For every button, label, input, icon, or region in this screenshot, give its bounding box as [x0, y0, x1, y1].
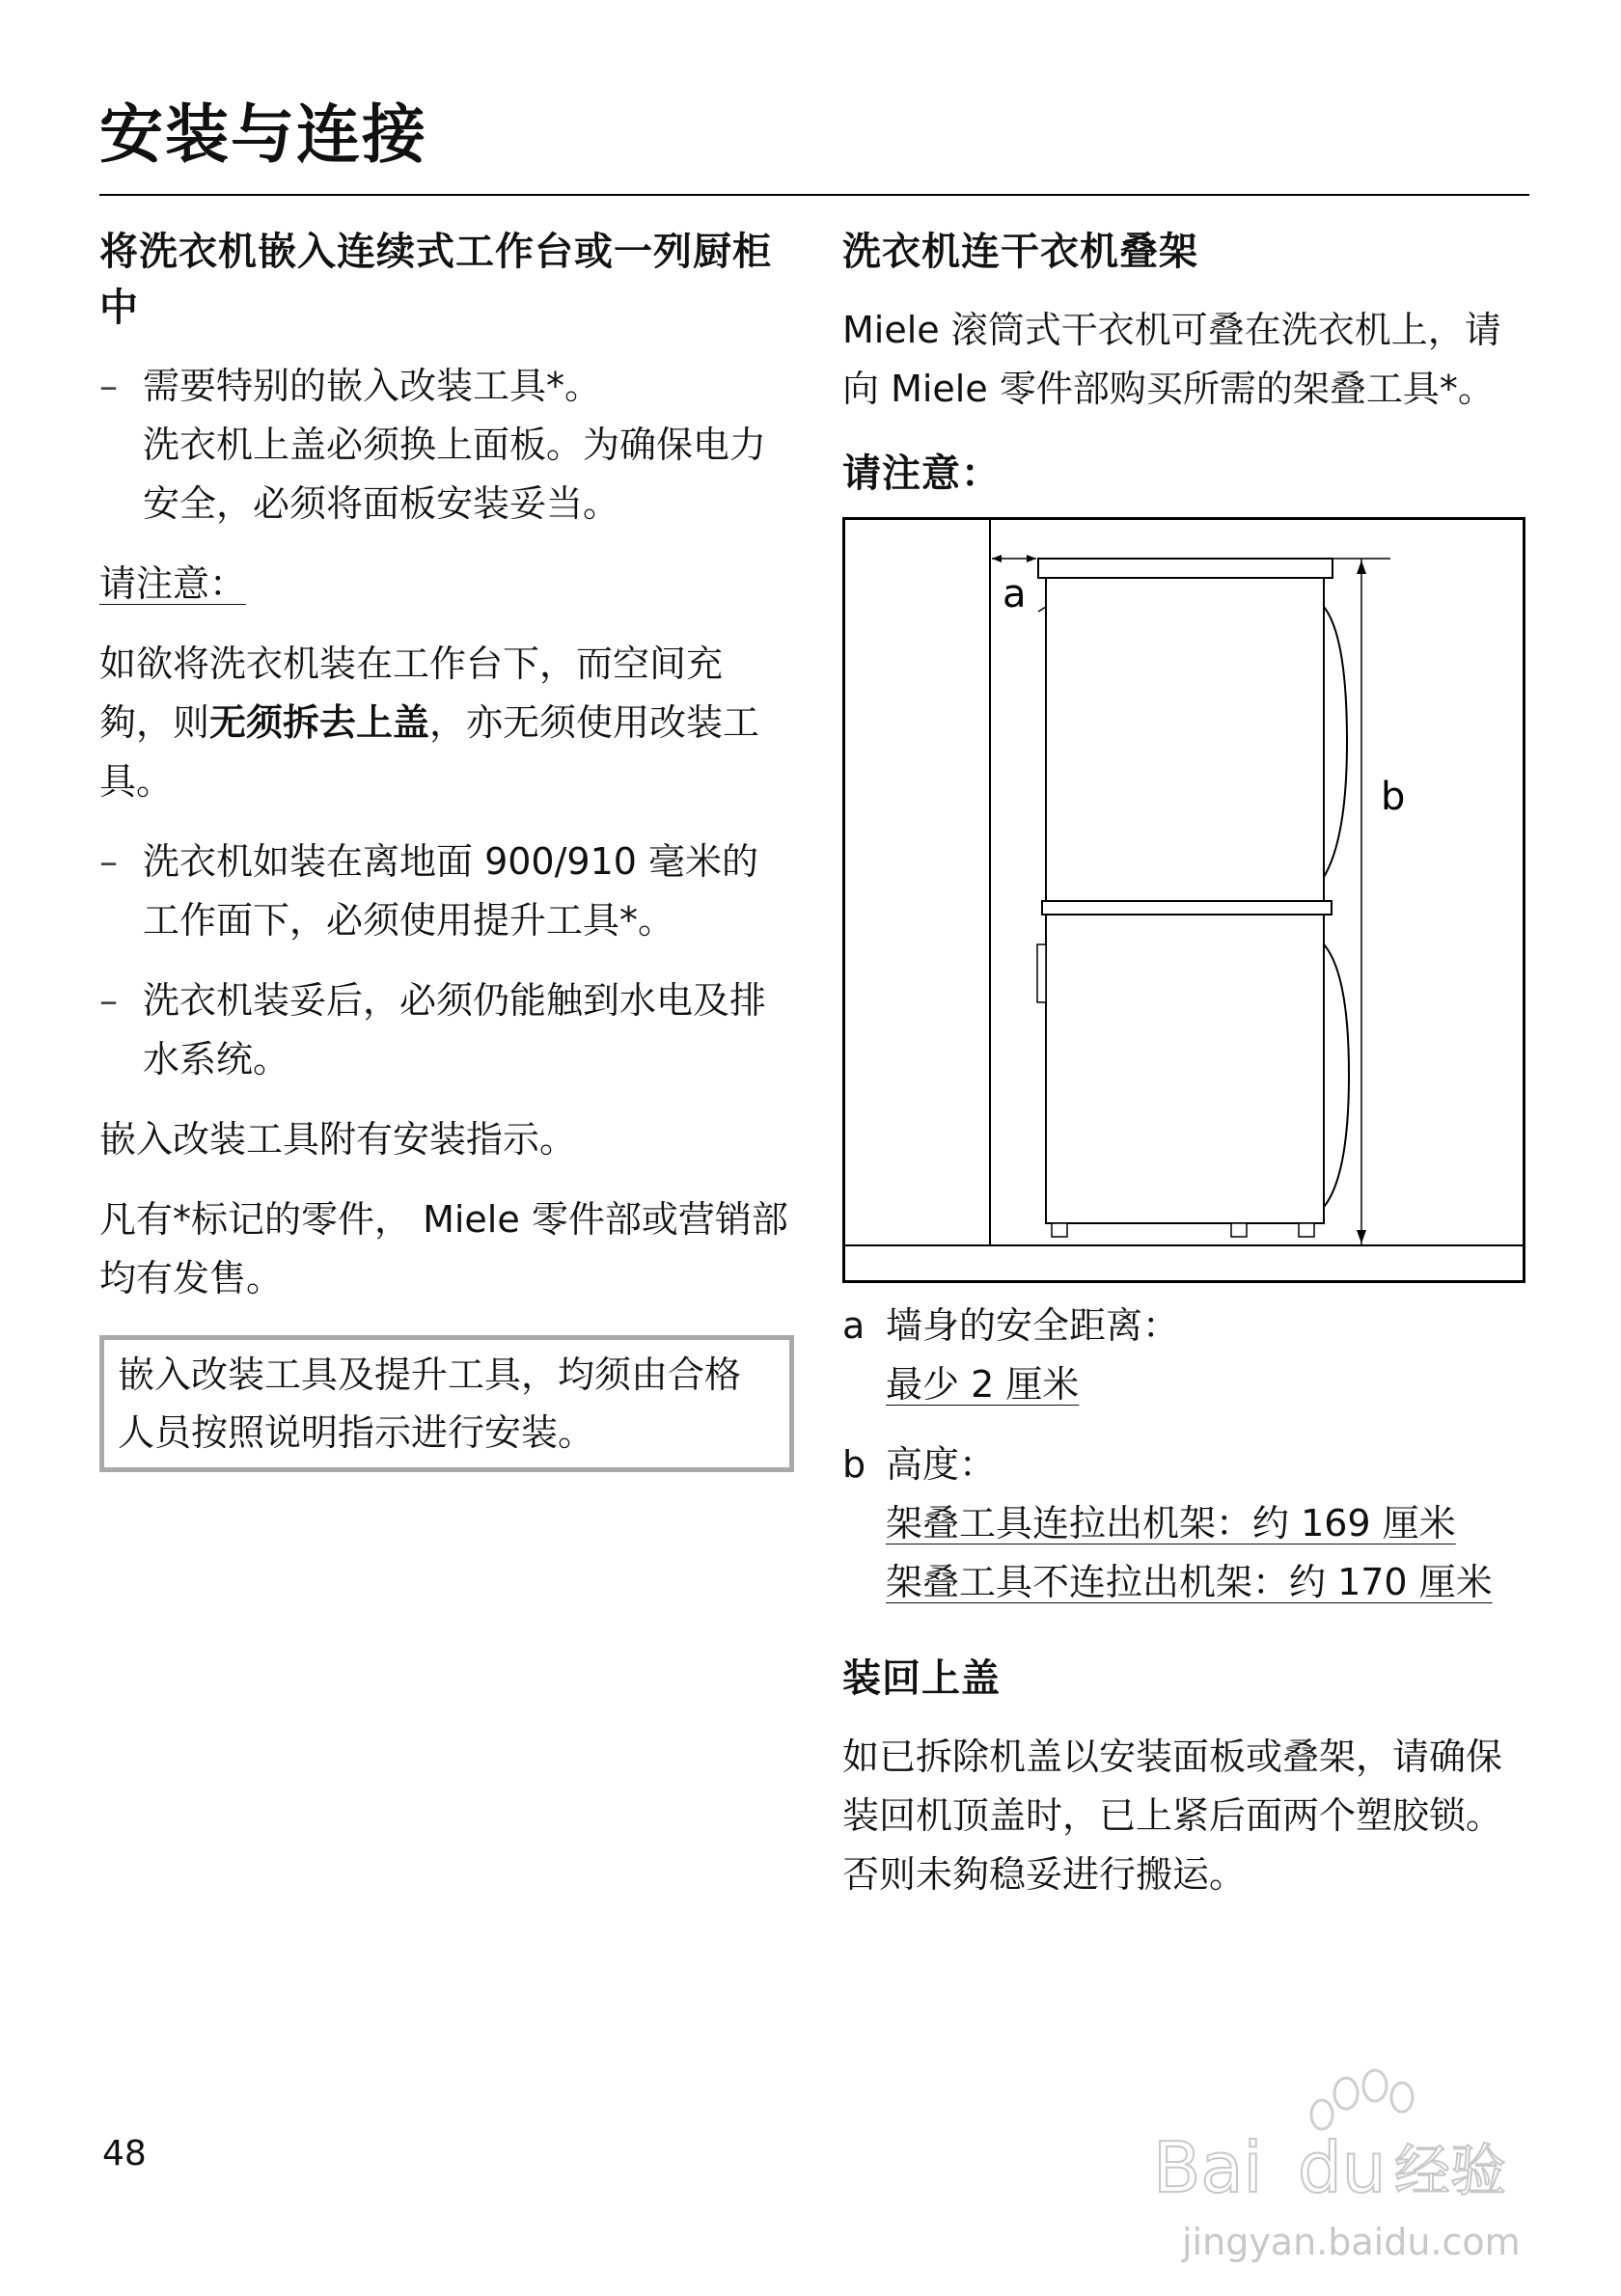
install-under-worktop-paragraph: 如欲将洗衣机装在工作台下，而空间充夠，则无须拆去上盖，亦无须使用改装工具。	[99, 642, 760, 803]
page-title: 安装与连接	[99, 97, 427, 172]
left-column	[99, 224, 794, 1472]
watermark-brand: Bai	[1153, 2127, 1263, 2208]
label-b: b	[1381, 775, 1406, 819]
refit-cover-paragraph: 如已拆除机盖以安装面板或叠架，请确保装回机顶盖时，已上紧后面两个塑胶锁。否则未夠稳妥进行搬运。	[842, 1736, 1503, 1896]
dryer-door	[1324, 607, 1347, 877]
refit-cover-heading: 装回上盖	[842, 1656, 1001, 1701]
boxed-warning: 嵌入改装工具及提升工具，均须由合格人员按照说明指示进行安装。	[99, 1335, 794, 1472]
paragraph-parts: 凡有*标记的零件， Miele 零件部或营销部均有发售。	[99, 1198, 788, 1299]
stacking-frame	[1042, 901, 1332, 915]
watermark-url: jingyan.baidu.com	[1182, 2221, 1521, 2263]
left-heading: 将洗衣机嵌入连续式工作台或一列厨柜中	[99, 230, 772, 330]
washer-foot	[1052, 1223, 1067, 1237]
list-item-3: – 洗衣机装妥后，必须仍能触到水电及排水系统。	[99, 971, 794, 1089]
baidu-watermark	[1143, 2047, 1549, 2279]
legend-b-detail-1: 架叠工具连拉出机架：约 169 厘米	[886, 1502, 1456, 1544]
watermark-cn: 经验	[1394, 2138, 1507, 2203]
washer-door	[1324, 944, 1349, 1207]
emphasis-text: 无须拆去上盖	[209, 701, 430, 744]
stacking-heading: 洗衣机连干衣机叠架	[842, 230, 1198, 274]
dryer-body	[1046, 578, 1324, 901]
note-heading: 请注意：	[842, 451, 1001, 496]
washer-body	[1046, 915, 1324, 1223]
title-divider	[99, 194, 1529, 196]
legend-a: a 墙身的安全距离： 最少 2 厘米	[842, 1304, 1180, 1406]
washer-foot	[1299, 1223, 1314, 1237]
item1-line1: 需要特别的嵌入改装工具*。	[143, 365, 602, 407]
dash: –	[99, 365, 118, 407]
paragraph-instructions: 嵌入改装工具附有安装指示。	[99, 1118, 577, 1161]
page-number: 48	[102, 2134, 147, 2173]
legend-b-detail-2: 架叠工具不连拉出机架：约 170 厘米	[886, 1561, 1493, 1603]
note-label: 请注意：	[99, 562, 247, 605]
right-column	[842, 224, 1537, 1904]
dryer-top	[1038, 559, 1333, 578]
stacking-diagram	[842, 517, 1525, 1283]
diagram-svg	[845, 520, 1523, 1280]
legend-a-detail: 最少 2 厘米	[886, 1363, 1080, 1406]
washer-panel	[1037, 944, 1046, 1002]
dash: –	[99, 840, 118, 883]
washer-foot	[1231, 1223, 1247, 1237]
list-item-2: – 洗衣机如装在离地面 900/910 毫米的工作面下，必须使用提升工具*。	[99, 833, 794, 950]
dash: –	[99, 979, 118, 1022]
legend-b: b 高度： 架叠工具连拉出机架：约 169 厘米 架叠工具不连拉出机架：约 170 厘米	[842, 1443, 1493, 1603]
item1-line2: 洗衣机上盖必须换上面板。为确保电力安全，必须将面板安装妥当。	[143, 424, 767, 525]
list-item-1	[99, 357, 794, 533]
paw-icon	[1311, 2070, 1413, 2129]
label-a: a	[1003, 572, 1027, 616]
stacking-paragraph: Miele 滚筒式干衣机可叠在洗衣机上，请向 Miele 零件部购买所需的架叠工具*。	[842, 309, 1501, 410]
watermark-brand-2: du	[1298, 2127, 1387, 2208]
